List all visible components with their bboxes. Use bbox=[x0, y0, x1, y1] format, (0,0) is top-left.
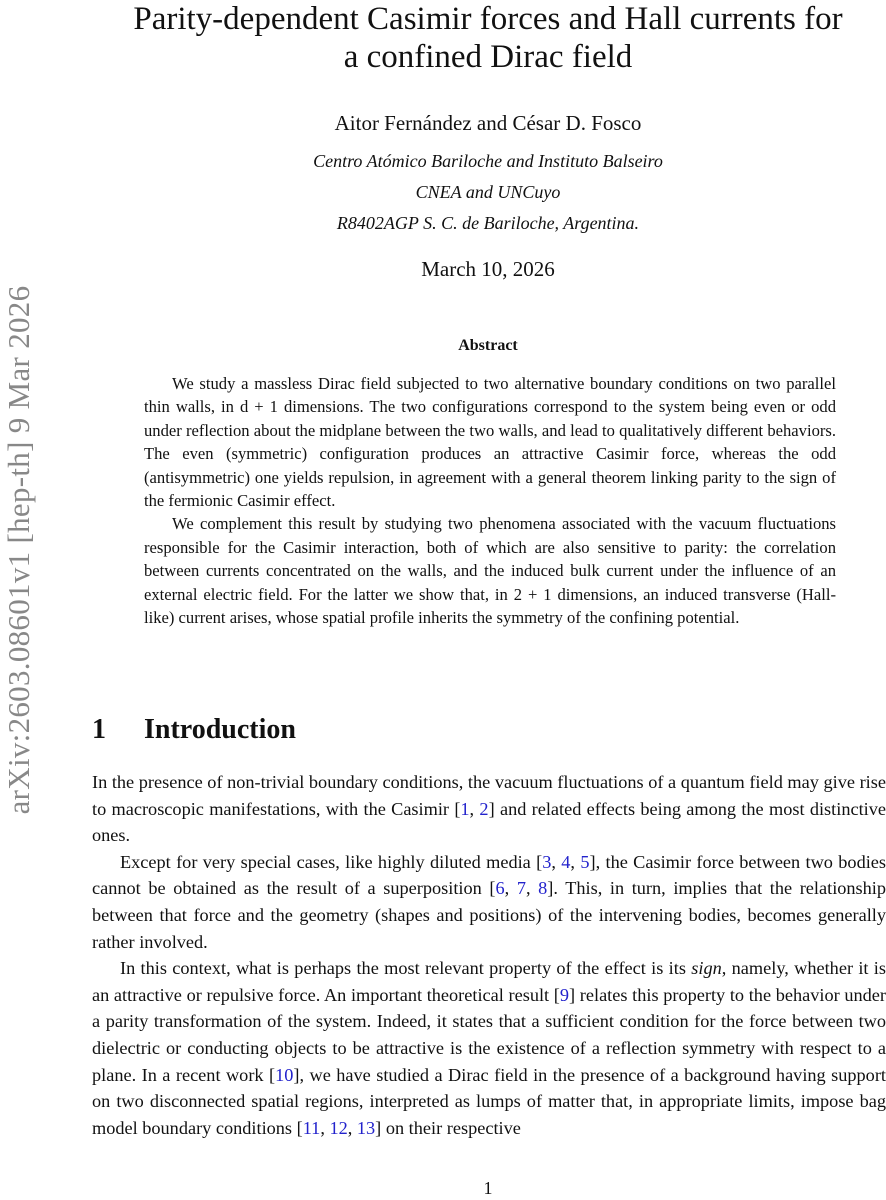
body-paragraph-1 bbox=[92, 769, 886, 849]
body-paragraph-3 bbox=[92, 955, 886, 1141]
title-line-1: Parity-dependent Casimir forces and Hall currents for bbox=[133, 1, 843, 37]
citation-link[interactable]: 13 bbox=[356, 1117, 376, 1138]
abstract-body bbox=[144, 372, 836, 629]
text-run: , namely, whether it is an attractive or repulsive force. An important theoretical result [ bbox=[92, 958, 886, 1005]
citation-link[interactable]: 6 bbox=[495, 878, 505, 899]
text-run: , bbox=[551, 851, 562, 872]
text-run: , bbox=[525, 878, 539, 899]
paper-title bbox=[92, 0, 884, 76]
citation-link[interactable]: 1 bbox=[460, 798, 470, 819]
text-run: , bbox=[570, 851, 581, 872]
page-number: 1 bbox=[483, 1178, 493, 1198]
emphasis-text: sign bbox=[691, 958, 722, 979]
abstract-paragraph-1: We study a massless Dirac field subjected to two alternative boundary conditions on two parallel thin walls, in d + 1 dimensions. The two configurations correspond to the system being even or odd under reflection about the midplane between the two walls, and lead to qualitatively different behaviors. The even (symmetric) configuration produces an attractive Casimir force, whereas the odd (antisymmetric) one yields repulsion, in agreement with a general theorem linking parity to the sign of the fermionic Casimir effect. bbox=[144, 374, 836, 511]
citation-link[interactable]: 4 bbox=[561, 851, 571, 872]
text-run: , bbox=[469, 798, 480, 819]
text-run: , bbox=[320, 1117, 330, 1138]
affiliation-line-3: R8402AGP S. C. de Bariloche, Argentina. bbox=[336, 213, 640, 233]
author-list: Aitor Fernández and César D. Fosco bbox=[334, 111, 642, 135]
body-paragraph-2 bbox=[92, 849, 886, 955]
affiliation-line-2: CNEA and UNCuyo bbox=[415, 182, 561, 202]
text-run: ], we have studied a Dirac field in the presence of a background having support on two disconnected spatial regions, interpreted as lumps of matter that, in appropriate limits, impose bag model boundary conditions [ bbox=[92, 1064, 886, 1138]
text-run: ]. This, in turn, implies that the relationship between that force and the geometry (shapes and positions) of the intervening bodies, becomes generally rather involved. bbox=[92, 878, 886, 952]
citation-link[interactable]: 9 bbox=[559, 984, 570, 1005]
citation-link[interactable]: 3 bbox=[542, 851, 552, 872]
text-run: ] and related effects being among the most distinctive ones. bbox=[92, 798, 886, 846]
citation-link[interactable]: 2 bbox=[479, 798, 489, 819]
section-title: Introduction bbox=[144, 714, 296, 745]
citation-link[interactable]: 8 bbox=[538, 878, 548, 899]
text-run: Except for very special cases, like highly diluted media [ bbox=[120, 851, 543, 872]
abstract-paragraph-2: We complement this result by studying two phenomena associated with the vacuum fluctuations responsible for the Casimir interaction, both of which are also sensitive to parity: the correlation between currents concentrated on the walls, and the induced bulk current under the influence of an external electric field. For the latter we show that, in 2 + 1 dimensions, an induced transverse (Hall-like) current arises, whose spatial profile inherits the symmetry of the confining potential. bbox=[144, 514, 836, 628]
text-run: ], the Casimir force between two bodies cannot be obtained as the result of a superposition [ bbox=[92, 851, 886, 899]
title-line-2: a confined Dirac field bbox=[343, 39, 633, 75]
citation-link[interactable]: 12 bbox=[329, 1117, 348, 1138]
text-run: In the presence of non-trivial boundary conditions, the vacuum fluctuations of a quantum field may give rise to macroscopic manifestations, with the Casimir [ bbox=[92, 772, 886, 819]
citation-link[interactable]: 10 bbox=[275, 1064, 294, 1085]
section-heading bbox=[92, 712, 296, 748]
citation-link[interactable]: 7 bbox=[516, 878, 526, 899]
citation-link[interactable]: 5 bbox=[580, 851, 590, 872]
text-run: ] on their respective bbox=[375, 1117, 521, 1138]
paper-date: March 10, 2026 bbox=[421, 257, 555, 281]
text-run: , bbox=[347, 1117, 357, 1138]
section-number: 1 bbox=[92, 714, 106, 745]
citation-link[interactable]: 11 bbox=[302, 1117, 321, 1138]
affiliation bbox=[92, 146, 884, 239]
text-run: ] relates this property to the behavior under a parity transformation of the system. Indeed, it states that a sufficient condition for the force between two dielectric or conducting objects to be attractive is the existence of a reflection symmetry with respect to a plane. In a recent work [ bbox=[92, 984, 886, 1085]
affiliation-line-1: Centro Atómico Bariloche and Instituto Balseiro bbox=[313, 151, 663, 171]
arxiv-identifier: arXiv:2603.08601v1 [hep-th] 9 Mar 2026 bbox=[1, 285, 36, 815]
abstract-heading: Abstract bbox=[458, 337, 518, 354]
text-run: In this context, what is perhaps the most relevant property of the effect is its bbox=[120, 958, 692, 979]
arxiv-sidebar bbox=[0, 230, 40, 870]
text-run: , bbox=[504, 878, 517, 899]
section-body bbox=[92, 769, 886, 1141]
